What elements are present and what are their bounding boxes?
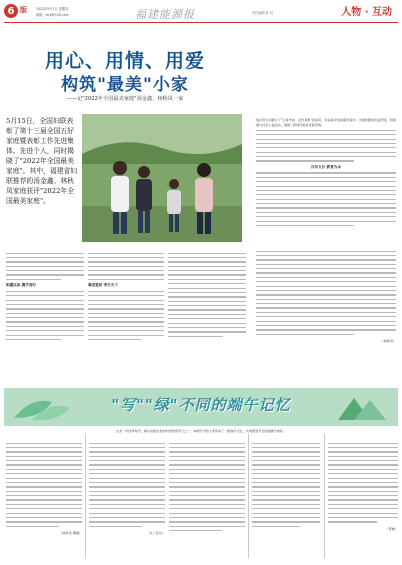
lead-paragraph	[6, 116, 78, 246]
body-column-a	[6, 250, 84, 343]
text-lines	[256, 172, 396, 226]
text-lines	[252, 443, 320, 527]
lead-text: 5月15日，全国妇联表彰了第十三届全国五好家庭暨表彰工作先进集体、先进个人，同时揭晓了"2022年全国最美家庭"。其中，福建省妇联推荐的汤金鑫、林秋凤家庭获评"2022年全国最美家庭"。	[6, 117, 78, 205]
feature-column-4	[252, 440, 320, 558]
masthead: 福建能源报	[135, 8, 195, 21]
right-column-text: 他们用行动践行了"以身作则、言传身教"的家风，在家庭中发扬尊老爱幼、夫妻和睦的优良传统，积极参与社会公益活动，展现了新时代美好家庭风貌。	[256, 118, 396, 127]
header-rule	[4, 22, 398, 23]
text-lines	[88, 291, 164, 340]
feature-column-3	[169, 440, 245, 558]
feature-signoff-2: （文 / 张仪）	[146, 531, 165, 536]
family-photo	[82, 114, 242, 242]
feature-intro: 文友一年四季有约，端午是最古老的中国传统节日之一。本期专刊给大家带来了一组端午记忆，共同感受节日的温暖与美好。	[115, 429, 287, 433]
editor-right: 责任编辑 张 仪	[252, 11, 274, 15]
text-lines	[169, 443, 245, 532]
section-heading-1: 相濡以沫 携手同行	[6, 283, 37, 288]
text-lines	[328, 443, 398, 523]
right-column-top	[256, 118, 396, 229]
body-column-b	[88, 250, 164, 343]
article-title-line1: 用心、用情、用爱	[44, 50, 205, 72]
text-lines	[256, 251, 396, 335]
text-lines	[6, 291, 84, 340]
feature-banner	[4, 388, 398, 426]
family-photo-icon	[82, 114, 242, 242]
feature-column-1	[6, 440, 82, 558]
right-column-heading: 百年大计 教育为本	[310, 164, 341, 169]
section-heading-2: 尊老爱幼 孝行天下	[88, 283, 119, 288]
text-lines	[88, 253, 164, 280]
feature-column-5	[328, 440, 398, 558]
column-divider	[324, 434, 325, 558]
feature-signoff-3: （陈晓）	[385, 526, 398, 531]
page-label: 版	[20, 6, 27, 14]
body-column-d	[256, 248, 396, 343]
feature-column-2	[89, 440, 165, 558]
column-divider	[248, 434, 249, 558]
article-subtitle: ——记"2022年全国最美家庭"汤金鑫、林秋凤一家	[66, 96, 184, 102]
feature-banner-title: "写""绿"不同的端午记忆	[111, 396, 291, 414]
feature-signoff-1: （林秋凤 撰稿）	[59, 531, 82, 536]
text-lines	[168, 253, 246, 337]
body-column-c	[168, 250, 246, 340]
column-divider	[85, 434, 86, 558]
section-title: 人物 · 互动	[341, 7, 392, 18]
date-line: 2022年9月1日 星期四	[36, 7, 69, 11]
article-signoff: （林秋凤）	[380, 339, 396, 344]
text-lines	[89, 443, 165, 527]
text-lines	[6, 443, 82, 527]
article-title-line2: 构筑"最美"小家	[61, 75, 189, 95]
text-lines	[6, 253, 84, 280]
page-number-badge: 6	[4, 4, 18, 18]
text-lines	[256, 130, 396, 162]
editor-email: 邮箱：fzrb@126.com	[36, 13, 69, 17]
